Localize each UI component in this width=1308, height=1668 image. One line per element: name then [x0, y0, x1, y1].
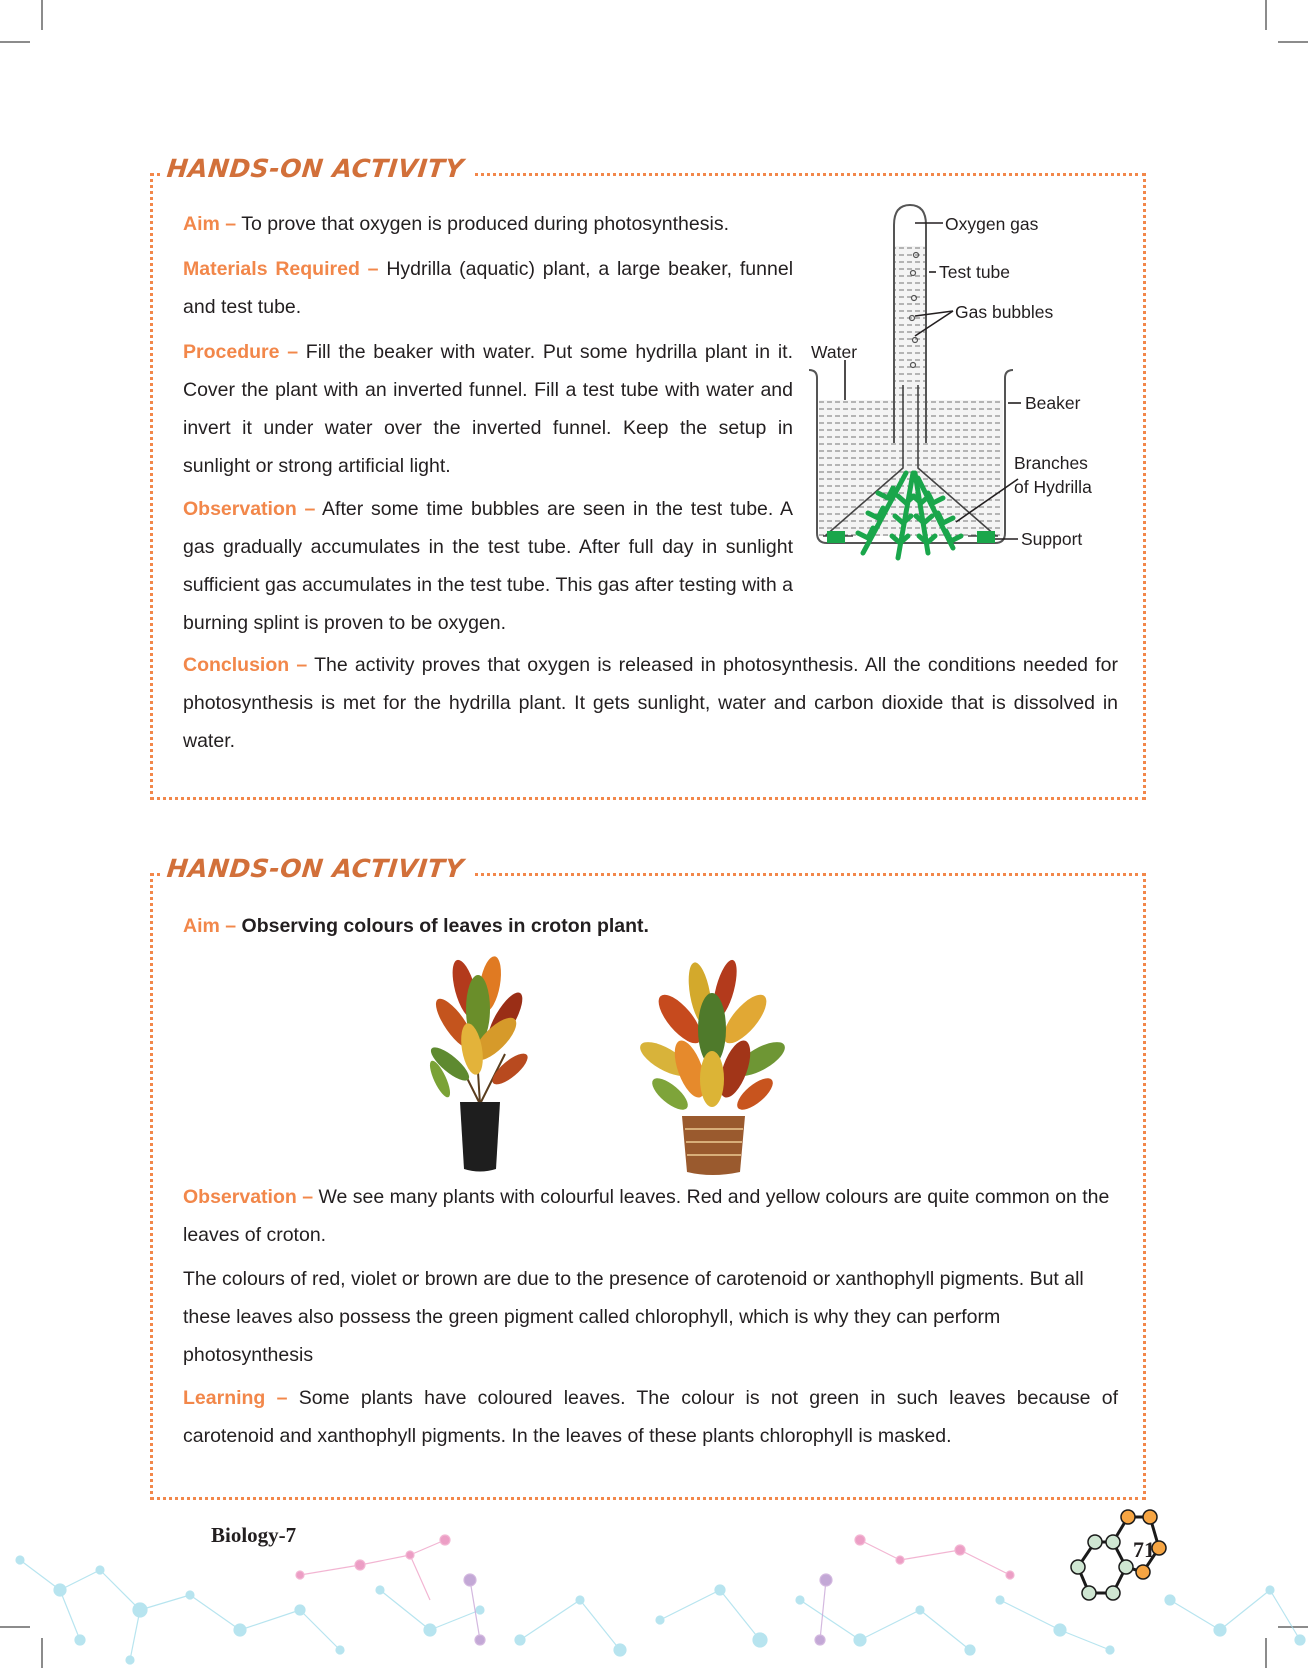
label-branches: Branches	[1014, 453, 1088, 473]
materials-label: Materials Required –	[183, 258, 379, 280]
crop-mark	[1278, 41, 1308, 43]
aim-text: To prove that oxygen is produced during photosynthesis.	[241, 213, 729, 235]
hexagon-page-badge	[1055, 1505, 1175, 1615]
label-of-hydrilla: of Hydrilla	[1014, 477, 1092, 497]
conclusion-text: The activity proves that oxygen is released in photosynthesis. All the conditions needed for photosynthesis is met for the hydrilla plant. It gets sunlight, water and carbon dioxide that is dissolved in water.	[183, 654, 1118, 752]
label-oxygen-gas: Oxygen gas	[945, 214, 1039, 234]
aim-label: Aim –	[183, 915, 237, 937]
activity-title: HANDS-ON ACTIVITY	[161, 854, 475, 883]
procedure-text: Fill the beaker with water. Put some hydrilla plant in it. Cover the plant with an inverted funnel. Fill a test tube with water and invert it under water over the inverted funnel. Keep the setup in sunlight or strong artificial light.	[183, 341, 793, 477]
observation-text: After some time bubbles are seen in the test tube. A gas gradually accumulates in the test tube. After full day in sunlight sufficient gas accumulates in the test tube. This gas after testing with a burning splint is proven to be oxygen.	[183, 498, 793, 634]
observation-label: Observation –	[183, 1186, 314, 1208]
hands-on-activity-1	[150, 154, 1146, 800]
learning-paragraph	[183, 1379, 1118, 1455]
test-tube-water	[895, 246, 925, 416]
aim-paragraph	[183, 205, 793, 243]
conclusion-paragraph	[183, 646, 1118, 760]
support-right	[977, 531, 995, 543]
hydrilla-experiment-diagram	[803, 203, 1138, 578]
materials-text: Hydrilla (aquatic) plant, a large beaker, funnel and test tube.	[183, 258, 794, 318]
observation-paragraph	[183, 1178, 1118, 1254]
crop-mark	[1265, 0, 1267, 30]
croton-plant-pot-image	[420, 954, 540, 1179]
materials-paragraph	[183, 250, 793, 326]
label-water: Water	[811, 342, 858, 362]
label-beaker: Beaker	[1025, 393, 1081, 413]
learning-text: Some plants have coloured leaves. The colour is not green in such leaves because of carotenoid and xanthophyll pigments. In the leaves of these plants chlorophyll is masked.	[183, 1387, 1119, 1447]
procedure-paragraph	[183, 333, 793, 485]
activity-title: HANDS-ON ACTIVITY	[161, 154, 475, 183]
crop-mark	[0, 41, 30, 43]
pigments-paragraph: The colours of red, violet or brown are due to the presence of carotenoid or xanthophyll pigments. But all these leaves also possess the green pigment called chlorophyll, which is why they can perform photosynthesis	[183, 1268, 1084, 1366]
support-left	[827, 531, 845, 543]
observation-paragraph	[183, 490, 793, 642]
book-subject-label: Biology-7	[211, 1523, 297, 1547]
conclusion-label: Conclusion –	[183, 654, 308, 676]
aim-label: Aim –	[183, 213, 237, 235]
label-support: Support	[1021, 529, 1083, 549]
woven-basket	[682, 1116, 745, 1175]
observation-label: Observation –	[183, 498, 316, 520]
black-pot	[460, 1102, 500, 1172]
crop-mark	[41, 0, 43, 30]
label-gas-bubbles: Gas bubbles	[955, 302, 1054, 322]
aim-text: Observing colours of leaves in croton plant.	[241, 915, 649, 937]
label-test-tube: Test tube	[939, 262, 1011, 282]
aim-paragraph	[183, 907, 1118, 945]
observation-text: We see many plants with colourful leaves. Red and yellow colours are quite common on the leaves of croton.	[183, 1186, 1110, 1246]
croton-plant-basket-image	[640, 954, 785, 1179]
hands-on-activity-2	[150, 854, 1146, 1500]
learning-label: Learning –	[183, 1387, 288, 1409]
page-number: 71	[1133, 1537, 1155, 1562]
procedure-label: Procedure –	[183, 341, 299, 363]
